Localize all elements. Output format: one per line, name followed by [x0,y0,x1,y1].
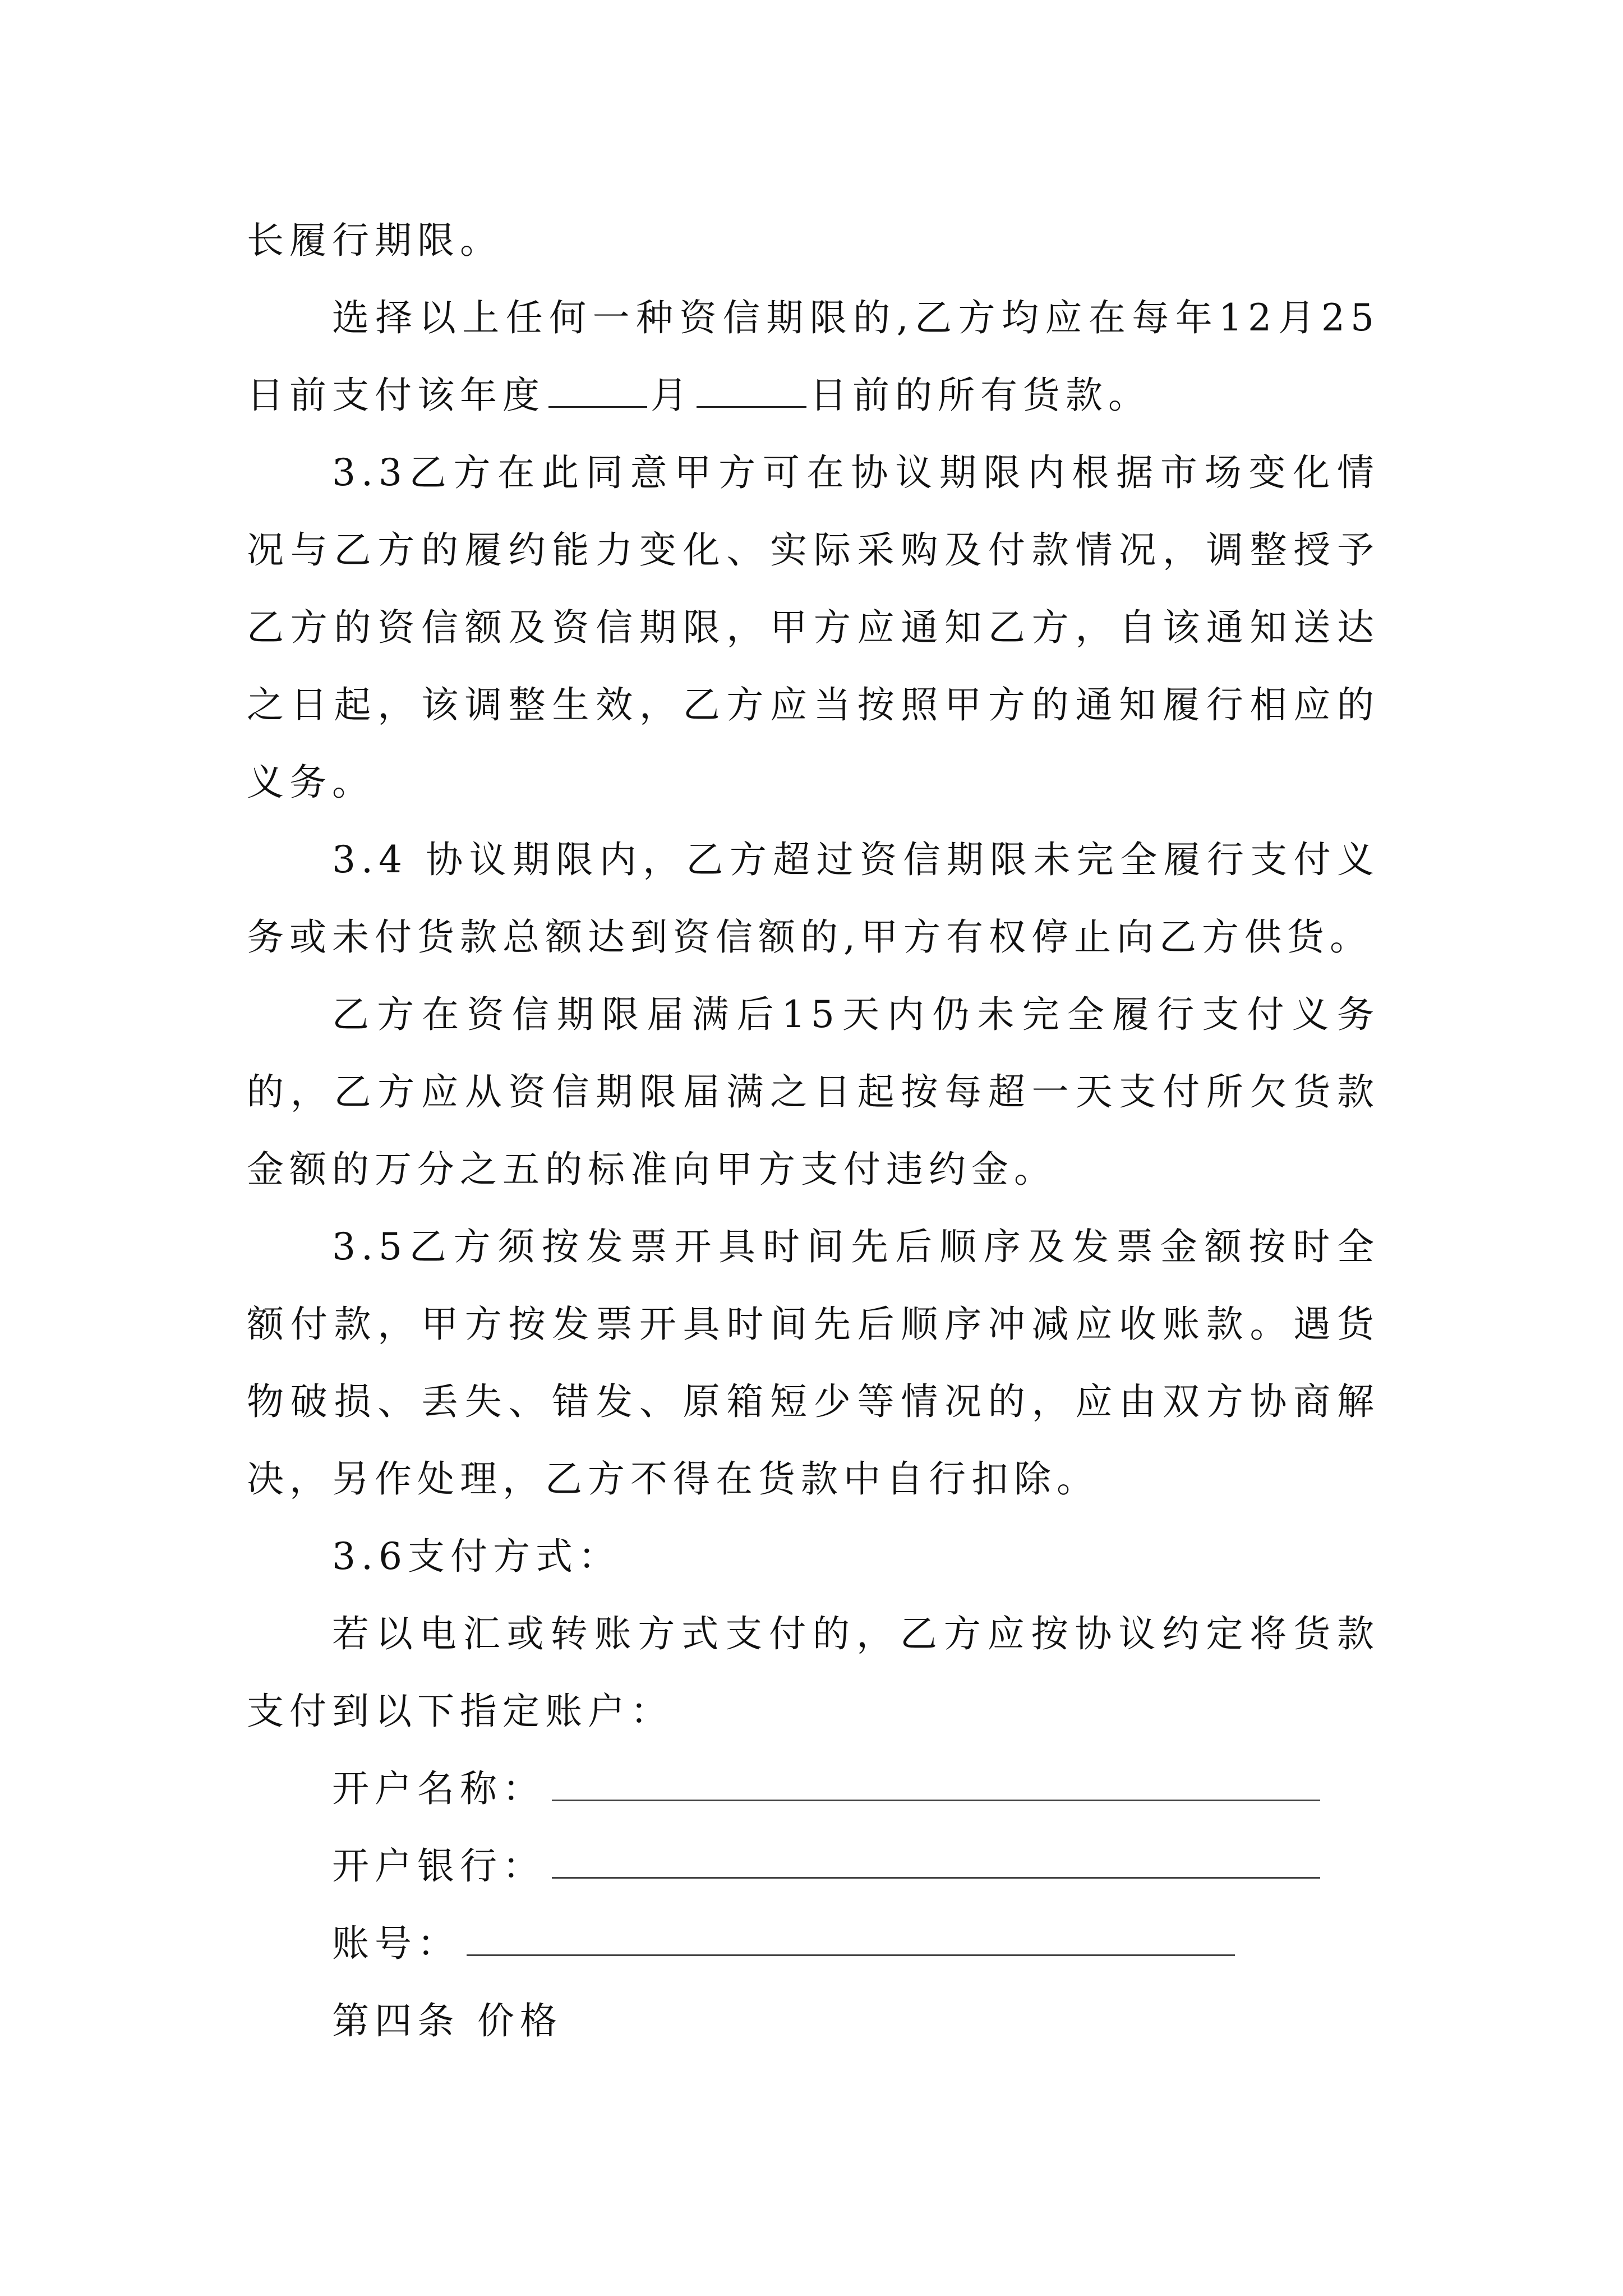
payment-deadline-text-start: 选择以上任何一种资信期限的,乙方均应在每年12月25日前支付该年度 [247,296,1380,417]
day-blank [697,406,806,408]
document-body [247,202,1380,2060]
section-heading-article-4: 第四条 价格 [332,1999,562,2042]
payment-deadline-text-end: 日前的所有货款。 [810,374,1151,417]
account-number-label: 账号： [332,1922,460,1965]
account-name-label: 开户名称： [332,1767,545,1810]
account-number-field [247,1905,1380,1982]
clause-3-4: 3.4 协议期限内，乙方超过资信期限未完全履行支付义务或未付货款总额达到资信额的,甲方有权停止向乙方供货。 [247,838,1380,959]
clause-3-6: 3.6支付方式： [332,1535,621,1578]
clause-3-5: 3.5乙方须按发票开具时间先后顺序及发票金额按时全额付款，甲方按发票开具时间先后顺序冲减应收账款。遇货物破损、丢失、错发、原箱短少等情况的，应由双方协商解决，另作处理，乙方不得在货款中自行扣除。 [247,1225,1380,1501]
paragraph-term-end: 长履行期限。 [247,219,502,262]
account-number-blank [467,1954,1235,1956]
account-name-field [247,1750,1380,1828]
month-label: 月 [651,374,693,417]
clause-3-4-penalty: 乙方在资信期限届满后15天内仍未完全履行支付义务的，乙方应从资信期限届满之日起按每超一天支付所欠货款金额的万分之五的标准向甲方支付违约金。 [247,993,1380,1191]
bank-blank [552,1876,1320,1879]
clause-3-6-transfer: 若以电汇或转账方式支付的，乙方应按协议约定将货款支付到以下指定账户： [247,1612,1380,1733]
paragraph-payment-deadline [247,279,1380,434]
bank-label: 开户银行： [332,1844,545,1888]
month-blank [548,406,647,408]
account-name-blank [552,1799,1320,1801]
clause-3-3: 3.3乙方在此同意甲方可在协议期限内根据市场变化情况与乙方的履约能力变化、实际采购及付款情况，调整授予乙方的资信额及资信期限，甲方应通知乙方，自该通知送达之日起，该调整生效，乙方应当按照甲方的通知履行相应的义务。 [247,451,1380,804]
bank-field [247,1828,1380,1905]
